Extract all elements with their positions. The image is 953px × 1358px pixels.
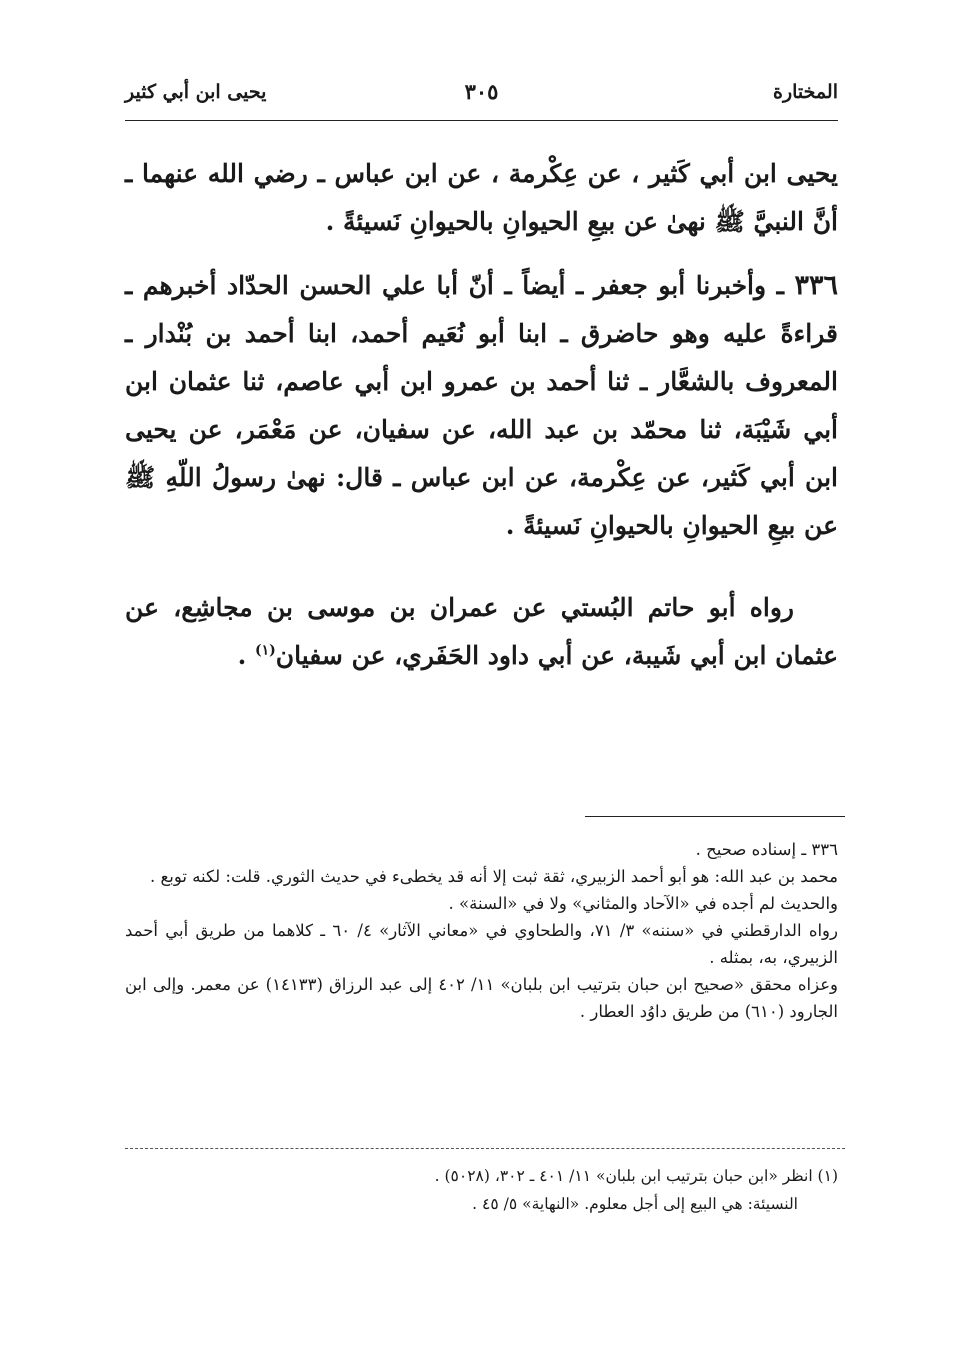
chapter-title: يحيى ابن أبي كثير xyxy=(125,81,267,103)
paragraph-text xyxy=(125,584,838,680)
footnote-line: النسيئة: هي البيع إلى أجل معلوم. «النهاية» ٥/ ٤٥ . xyxy=(472,1195,798,1213)
note-line: ٣٣٦ ـ إسناده صحيح . xyxy=(695,840,838,859)
commentary-notes xyxy=(125,836,838,1025)
paragraph-3-text: رواه أبو حاتم البُستي عن عمران بن موسى بن مجاشِع، عن عثمان ابن أبي شَيبة، عن أبي داود الحَفَري، عن سفيان xyxy=(125,593,838,670)
notes-separator xyxy=(585,816,845,817)
main-paragraph-3 xyxy=(125,584,838,680)
footnote-separator xyxy=(125,1148,845,1149)
note-line: رواه الدارقطني في «سننه» ٣/ ٧١، والطحاوي في «معاني الآثار» ٤/ ٦٠ ـ كلاهما من طريق أبي أحمد الزبيري، به، بمثله . xyxy=(125,921,838,967)
page-number: ٣٠٥ xyxy=(464,79,499,104)
book-title: المختارة xyxy=(773,81,838,103)
paragraph-text: يحيى ابن أبي كَثير ، عن عِكْرمة ، عن ابن عباس ـ رضي الله عنهما ـ أنَّ النبيَّ ﷺ نهىٰ عن بيعِ الحيوانِ بالحيوانِ نَسيئةً . xyxy=(125,159,838,236)
header-rule xyxy=(125,120,838,121)
hadith-text: ـ وأخبرنا أبو جعفر ـ أيضاً ـ أنّ أبا علي الحسن الحدّاد أخبرهم ـ قراءةً عليه وهو حاضرق ـ ابنا أبو نُعَيم أحمد، ابنا أحمد بن بُنْدار ـ المعروف بالشعَّار ـ ثنا أحمد بن عمرو ابن أبي عاصم، ثنا عثمان ابن أبي شَيْبَة، ثنا محمّد بن عبد الله، عن سفيان، عن مَعْمَر، عن يحيى ابن أبي كَثير، عن عِكْرمة، عن ابن عباس ـ قال: نهىٰ رسولُ اللّهِ ﷺ عن بيعِ الحيوانِ بالحيوانِ نَسيئةً . xyxy=(125,271,838,540)
hadith-number: ٣٣٦ xyxy=(794,270,838,301)
paragraph-3-end: . xyxy=(237,641,255,670)
hadith-block xyxy=(125,262,838,550)
note-line: محمد بن عبد الله: هو أبو أحمد الزبيري، ثقة ثبت إلا أنه قد يخطىء في حديث الثوري. قلت: لكنه توبع . xyxy=(149,867,838,886)
footnote-line: (١) انظر «ابن حبان بترتيب ابن بلبان» ١١/ ٤٠١ ـ ٣٠٢، (٥٠٢٨) . xyxy=(434,1167,838,1185)
running-header xyxy=(125,78,838,120)
hadith-paragraph xyxy=(125,262,838,550)
main-paragraph-1 xyxy=(125,150,838,246)
note-line: وعزاه محقق «صحيح ابن حبان بترتيب ابن بلبان» ١١/ ٤٠٢ إلى عبد الرزاق (١٤١٣٣) عن معمر. وإلى ابن الجارود (٦١٠) من طريق داوُد العطار . xyxy=(125,975,839,1021)
footnotes xyxy=(125,1162,838,1218)
footnote-marker: (١) xyxy=(254,642,276,659)
note-line: والحديث لم أجده في «الآحاد والمثاني» ولا في «السنة» . xyxy=(448,894,838,913)
